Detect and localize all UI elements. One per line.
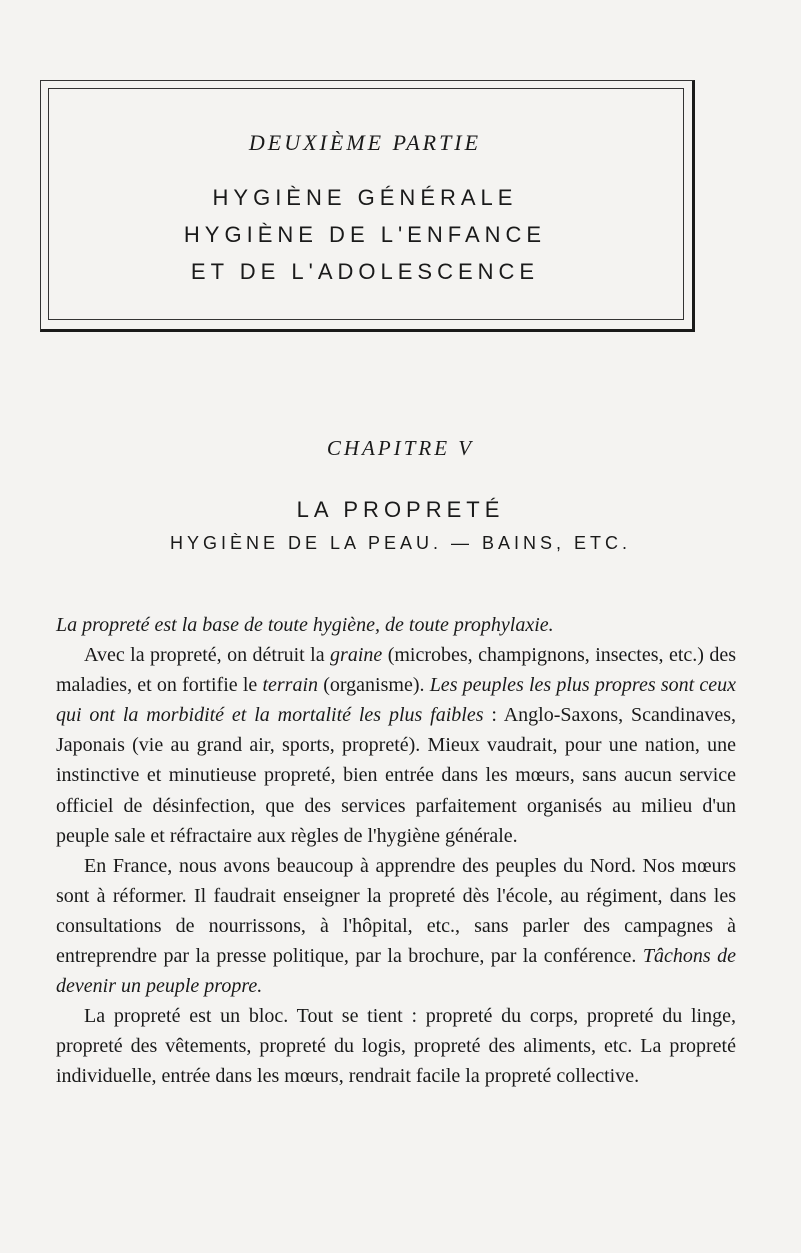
chapter-subtitle: HYGIÈNE DE LA PEAU. — BAINS, ETC.	[169, 533, 632, 553]
text: En France, nous avons beaucoup à apprendre des peuples du Nord. Nos mœurs sont à réformer. Il faudrait enseigner la propreté dès l'école, au régiment, dans les consultations de nourrissons, à l'hôpital, etc., sans parler des campagnes à entreprendre par la presse politique, par la brochure, par la conférence.	[56, 854, 736, 968]
chapter-title: LA PROPRETÉ	[296, 497, 505, 522]
text: (microbes, champignons, insectes, etc.) des maladies, et on fortifie le	[56, 644, 737, 697]
italic-text: Tâchons de devenir un peuple propre.	[56, 945, 736, 998]
text: La propreté est un bloc. Tout se tient : propreté du corps, propreté du linge, propreté des vêtements, propreté du logis, propreté des aliments, etc. La propreté individuelle, entrée dans les mœurs, rendrait facile la propreté collective.	[56, 1005, 736, 1088]
paragraph	[56, 1001, 736, 1091]
part-label: DEUXIÈME PARTIE	[248, 130, 482, 155]
paragraph	[56, 610, 736, 640]
text: : Anglo-Saxons, Scandinaves, Japonais (vie au grand air, sports, propreté). Mieux vaudrait, pour une nation, une instinctive et minutieuse propreté, bien entrée dans les mœurs, sans aucun service officiel de désinfection, que des services parfaitement organisés au milieu d'un peuple sale et réfractaire aux règles de l'hygiène générale.	[56, 704, 737, 847]
part-title-line-3: ET DE L'ADOLESCENCE	[190, 259, 540, 284]
part-title-line-2: HYGIÈNE DE L'ENFANCE	[183, 222, 547, 247]
body-text	[56, 610, 736, 1092]
italic-text: terrain	[262, 674, 319, 697]
italic-text: Les peuples les plus propres sont ceux qui ont la morbidité et la mortalité les plus faibles	[56, 674, 736, 727]
text: (organisme).	[318, 674, 430, 697]
italic-text: graine	[330, 644, 383, 667]
italic-text: La propreté est la base de toute hygiène, de toute prophylaxie.	[56, 614, 554, 636]
text: Avec la propreté, on détruit la	[84, 644, 331, 667]
paragraph	[56, 851, 736, 1001]
paragraph	[56, 640, 736, 851]
chapter-label: CHAPITRE V	[326, 436, 475, 460]
part-title-line-1: HYGIÈNE GÉNÉRALE	[212, 185, 518, 210]
